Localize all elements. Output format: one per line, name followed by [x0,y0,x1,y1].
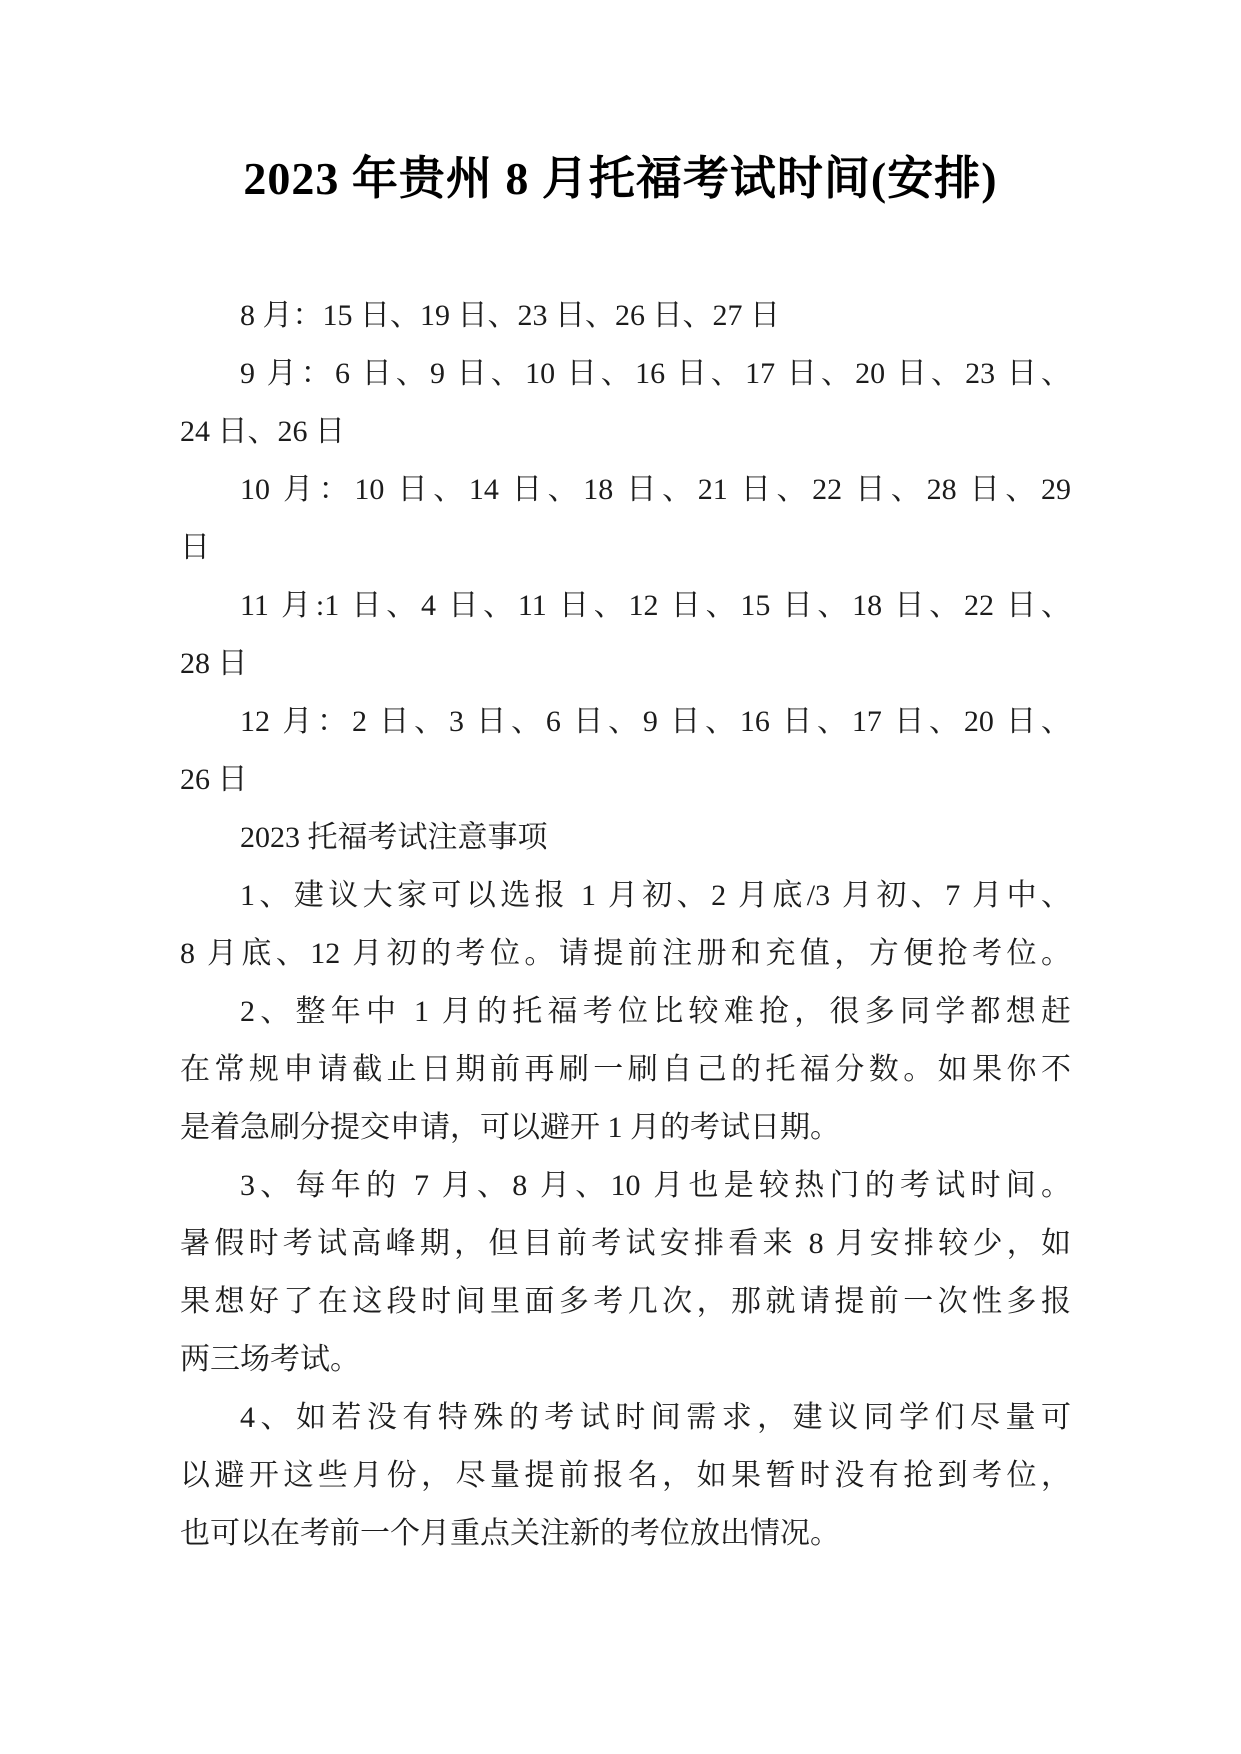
note-4-line2: 以避开这些月份，尽量提前报名，如果暂时没有抢到考位， [180,1459,1071,1492]
notes-heading: 2023 托福考试注意事项 [240,821,548,854]
note-2-line3: 是着急刷分提交申请，可以避开 1 月的考试日期。 [180,1111,840,1144]
note-4-line3: 也可以在考前一个月重点关注新的考位放出情况。 [180,1517,840,1550]
schedule-december-line1: 12 月：2 日、3 日、6 日、9 日、16 日、17 日、20 日、 [240,705,1071,738]
document-body [180,287,1071,1563]
note-3-line4: 两三场考试。 [180,1343,360,1376]
schedule-october-line1: 10 月：10 日、14 日、18 日、21 日、22 日、28 日、29 [240,473,1071,506]
schedule-december-line2: 26 日 [180,763,248,796]
document-title: 2023 年贵州 8 月托福考试时间(安排) [243,153,998,204]
schedule-september-line2: 24 日、26 日 [180,415,345,448]
schedule-september-line1: 9 月：6 日、9 日、10 日、16 日、17 日、20 日、23 日、 [240,357,1071,390]
schedule-october-line2: 日 [180,531,210,564]
note-2-line2: 在常规申请截止日期前再刷一刷自己的托福分数。如果你不 [180,1053,1071,1086]
note-3-line1: 3、每年的 7 月、8 月、10 月也是较热门的考试时间。 [240,1169,1071,1202]
note-3-line2: 暑假时考试高峰期，但目前考试安排看来 8 月安排较少，如 [180,1227,1071,1260]
note-3-line3: 果想好了在这段时间里面多考几次，那就请提前一次性多报 [180,1285,1071,1318]
note-2-line1: 2、整年中 1 月的托福考位比较难抢，很多同学都想赶 [240,995,1071,1028]
schedule-november-line1: 11 月:1 日、4 日、11 日、12 日、15 日、18 日、22 日、 [240,589,1071,622]
note-1-line2: 8 月底、12 月初的考位。请提前注册和充值，方便抢考位。 [180,937,1071,970]
schedule-august: 8 月：15 日、19 日、23 日、26 日、27 日 [240,299,780,332]
note-1-line1: 1、建议大家可以选报 1 月初、2 月底/3 月初、7 月中、 [240,879,1071,912]
note-4-line1: 4、如若没有特殊的考试时间需求，建议同学们尽量可 [240,1401,1071,1434]
schedule-november-line2: 28 日 [180,647,248,680]
